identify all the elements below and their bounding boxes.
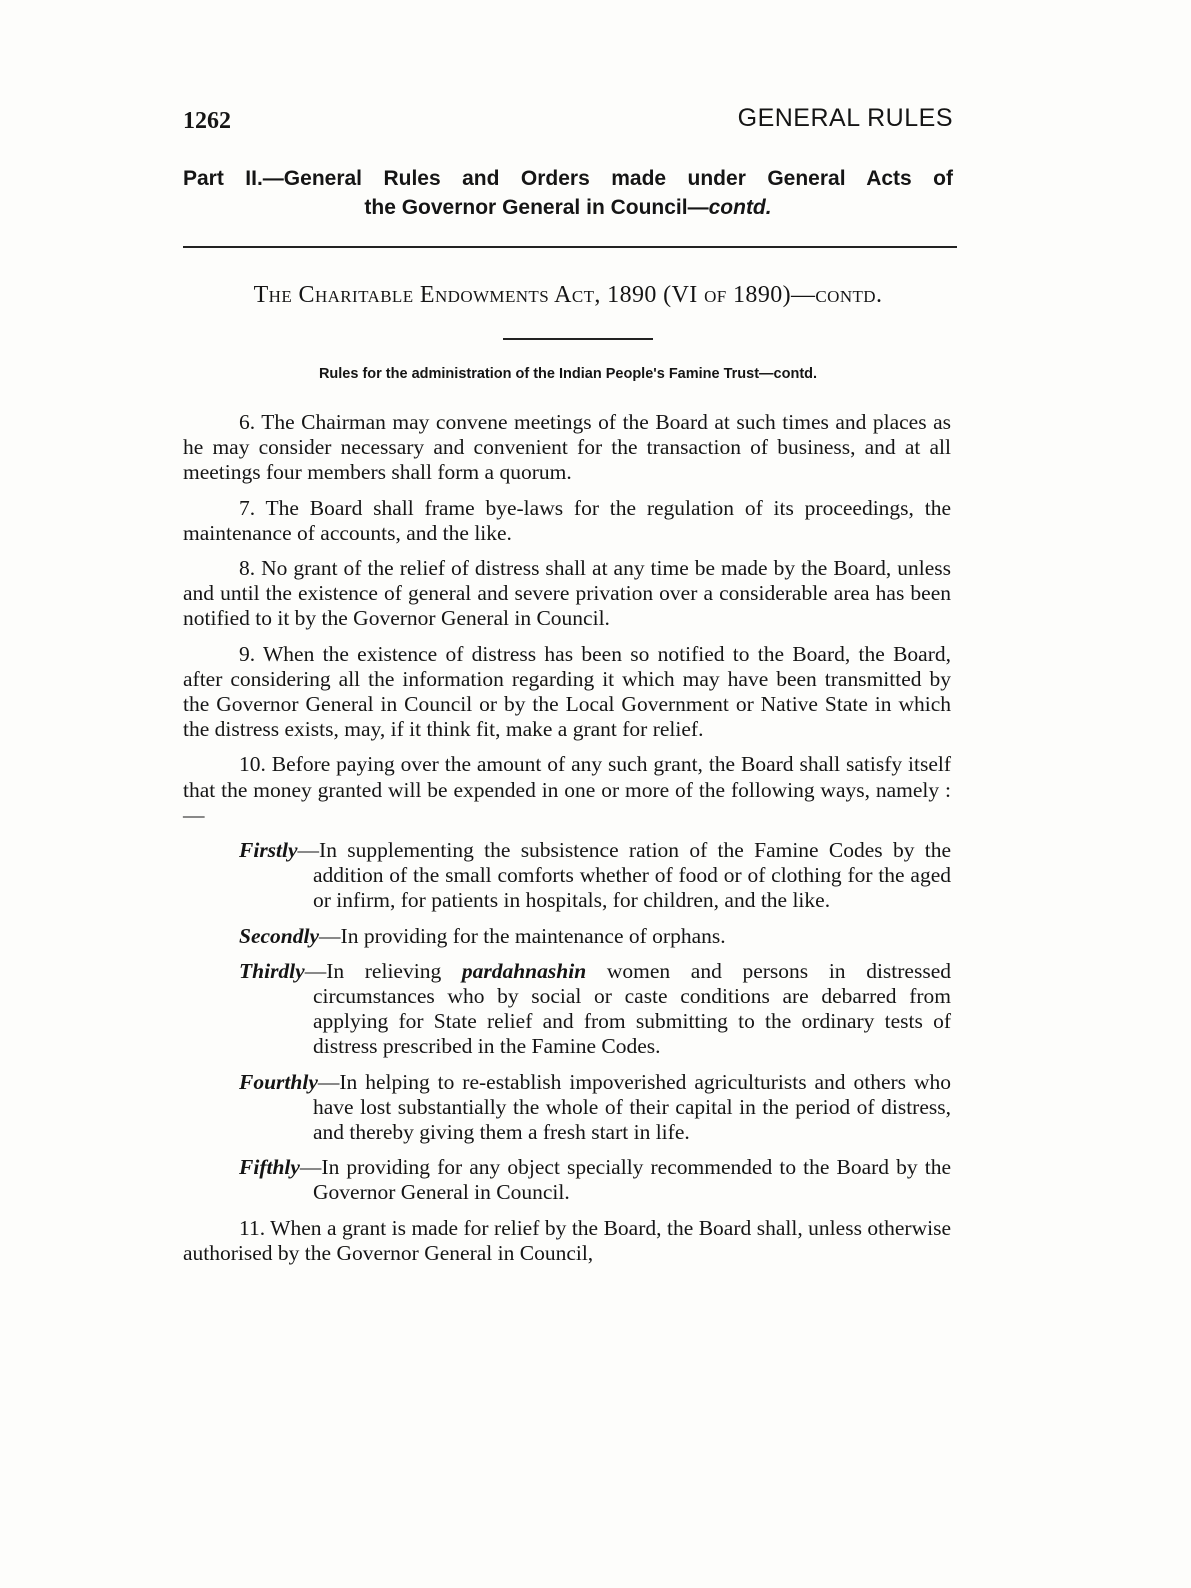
- way-lead: Thirdly: [239, 958, 305, 983]
- way-text: —In relieving: [304, 958, 462, 983]
- rule-9: 9. When the existence of distress has been so notified to the Board, the Board, after considering all the information regarding it which may have been transmitted by the Governor General in Council or by the Local Government or Native State in which the distress exists, may, if it think fit, make a grant for relief.: [183, 641, 951, 742]
- part-heading-contd: contd.: [708, 196, 772, 219]
- way-lead: Fifthly: [239, 1155, 300, 1180]
- way-text-continued: women and persons in distressed circumstances who by social or caste conditions are debarred from applying for State relief and from submitting to the ordinary tests of distress prescribed in the Famine Codes.: [313, 958, 951, 1059]
- rules-body: [183, 410, 951, 1266]
- way-term-pardahnashin: pardahnashin: [461, 958, 587, 983]
- page-number: 1262: [183, 108, 231, 134]
- act-title: The Charitable Endowments Act, 1890 (VI of 1890)—contd.: [253, 282, 883, 308]
- way-lead: Firstly: [239, 838, 298, 863]
- way-firstly: [239, 838, 951, 914]
- rule-11: 11. When a grant is made for relief by the Board, the Board shall, unless otherwise authorised by the Governor General in Council,: [183, 1215, 951, 1265]
- way-thirdly: [239, 959, 951, 1060]
- part-heading-line-2: [183, 193, 953, 222]
- part-heading-line-1: Part II.—General Rules and Orders made under General Acts of: [183, 167, 953, 190]
- rules-subheading: Rules for the administration of the Indian People's Famine Trust—contd.: [318, 366, 818, 382]
- part-heading-line-2-text: the Governor General in Council—: [364, 196, 709, 219]
- short-divider: [503, 338, 653, 340]
- rule-6: 6. The Chairman may convene meetings of the Board at such times and places as he may consider necessary and convenient for the transaction of business, and at all meetings four members shall form a quorum.: [183, 410, 951, 485]
- rule-10: 10. Before paying over the amount of any such grant, the Board shall satisfy itself that the money granted will be expended in one or more of the following ways, namely :—: [183, 752, 951, 827]
- part-heading: [183, 164, 953, 222]
- way-text: —In supplementing the subsistence ration of the Famine Codes by the addition of the small comforts whether of food or of clothing for the aged or infirm, for patients in hospitals, for children, and the like.: [297, 838, 951, 913]
- way-text: —In providing for any object specially recommended to the Board by the Governor General in Council.: [299, 1155, 951, 1205]
- way-text: —In helping to re-establish impoverished agriculturists and others who have lost substantially the whole of their capital in the period of distress, and thereby giving them a fresh start in life.: [313, 1069, 951, 1145]
- way-fourthly: [239, 1070, 951, 1146]
- section-title: GENERAL RULES: [737, 104, 953, 132]
- rule-7: 7. The Board shall frame bye-laws for the regulation of its proceedings, the maintenance of accounts, and the like.: [183, 495, 951, 545]
- way-fifthly: [239, 1155, 951, 1205]
- way-lead: Secondly: [239, 923, 320, 948]
- section-divider: [183, 246, 957, 248]
- rule-8: 8. No grant of the relief of distress shall at any time be made by the Board, unless and until the existence of general and severe privation over a considerable area has been notified to it by the Governor General in Council.: [183, 556, 951, 631]
- running-head: [183, 104, 953, 144]
- way-text: —In providing for the maintenance of orphans.: [319, 923, 726, 948]
- way-lead: Fourthly: [239, 1069, 318, 1094]
- way-secondly: [239, 924, 951, 949]
